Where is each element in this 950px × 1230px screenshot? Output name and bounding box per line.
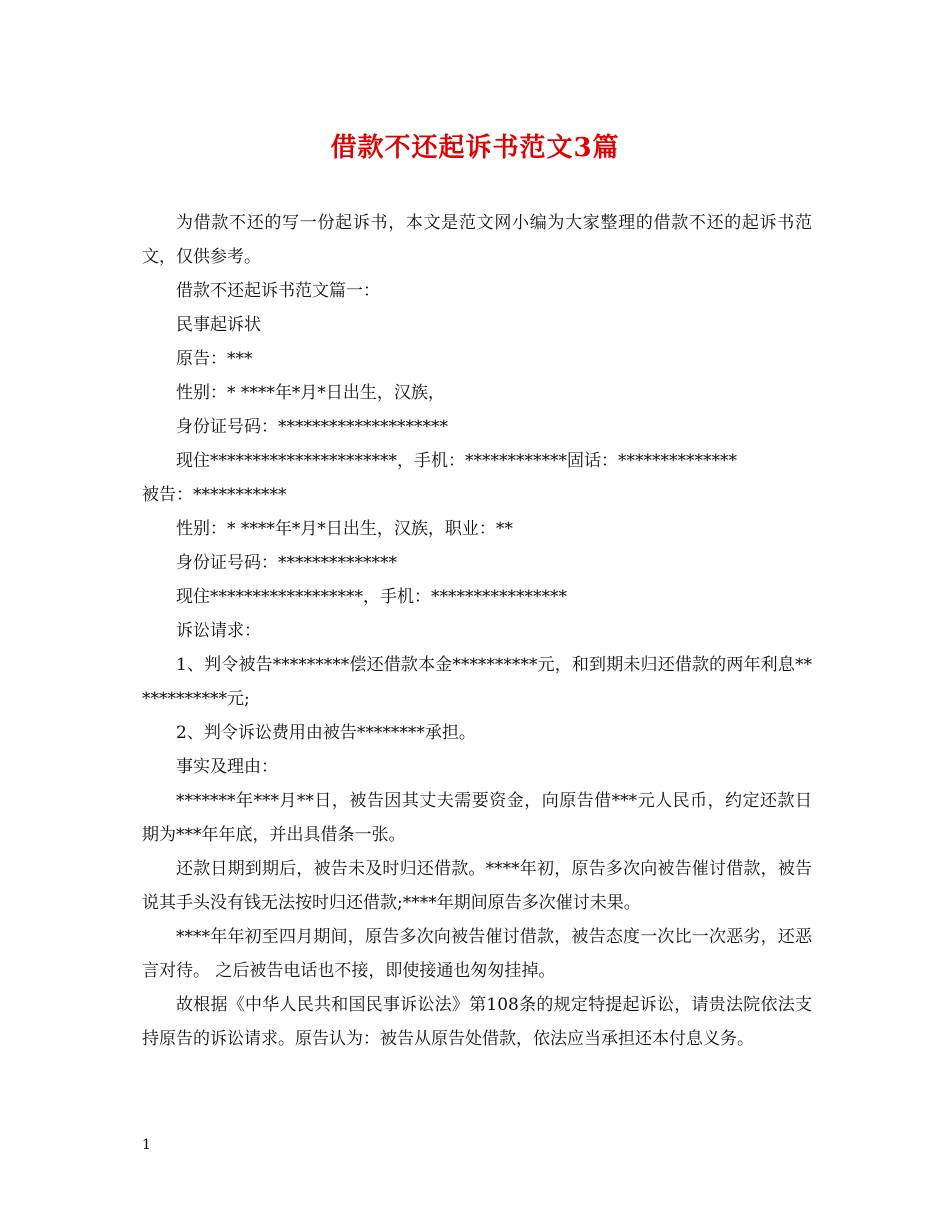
paragraph-defendant-address: 现住******************，手机：**************** bbox=[176, 587, 567, 607]
paragraph-defendant: 被告：*********** bbox=[142, 485, 287, 505]
document-title: 借款不还起诉书范文3篇 bbox=[330, 133, 620, 163]
paragraph-plaintiff: 原告：*** bbox=[176, 349, 253, 369]
paragraph-claim-1: 1、判令被告*********偿还借款本金**********元，和到期未归还借款的两年利息************元; bbox=[142, 655, 812, 709]
paragraph-plaintiff-address: 现住**********************，手机：************固话：************** bbox=[176, 451, 737, 471]
paragraph-plaintiff-gender: 性别：* ****年*月*日出生，汉族， bbox=[176, 383, 445, 403]
paragraph-facts-heading: 事实及理由： bbox=[176, 757, 278, 777]
paragraph-section-heading: 借款不还起诉书范文篇一： bbox=[176, 281, 380, 301]
paragraph-complaint-title: 民事起诉状 bbox=[176, 315, 261, 335]
paragraph-legal-basis: 故根据《中华人民共和国民事诉讼法》第108条的规定特提起诉讼，请贵法院依法支持原告的诉讼请求。原告认为：被告从原告处借款，依法应当承担还本付息义务。 bbox=[142, 995, 812, 1049]
paragraph-fact-3: ****年年初至四月期间，原告多次向被告催讨借款，被告态度一次比一次恶劣，还恶言对待。 之后被告电话也不接，即使接通也匆匆挂掉。 bbox=[142, 927, 812, 981]
document-body bbox=[142, 206, 812, 1056]
paragraph-claims-heading: 诉讼请求： bbox=[176, 621, 261, 641]
paragraph-plaintiff-id: 身份证号码：******************** bbox=[176, 417, 448, 437]
paragraph-claim-2: 2、判令诉讼费用由被告********承担。 bbox=[176, 723, 476, 743]
paragraph-fact-1: *******年***月**日，被告因其丈夫需要资金，向原告借***元人民币，约定还款日期为***年年底，并出具借条一张。 bbox=[142, 791, 812, 845]
page-number: 1 bbox=[142, 1137, 151, 1153]
paragraph-fact-2: 还款日期到期后，被告未及时归还借款。****年初，原告多次向被告催讨借款，被告说其手头没有钱无法按时归还借款;****年期间原告多次催讨未果。 bbox=[142, 859, 812, 913]
paragraph-defendant-id: 身份证号码：************** bbox=[176, 553, 397, 573]
paragraph-defendant-gender: 性别：* ****年*月*日出生，汉族，职业：** bbox=[176, 519, 513, 539]
paragraph-intro: 为借款不还的写一份起诉书，本文是范文网小编为大家整理的借款不还的起诉书范文，仅供参考。 bbox=[142, 213, 812, 267]
